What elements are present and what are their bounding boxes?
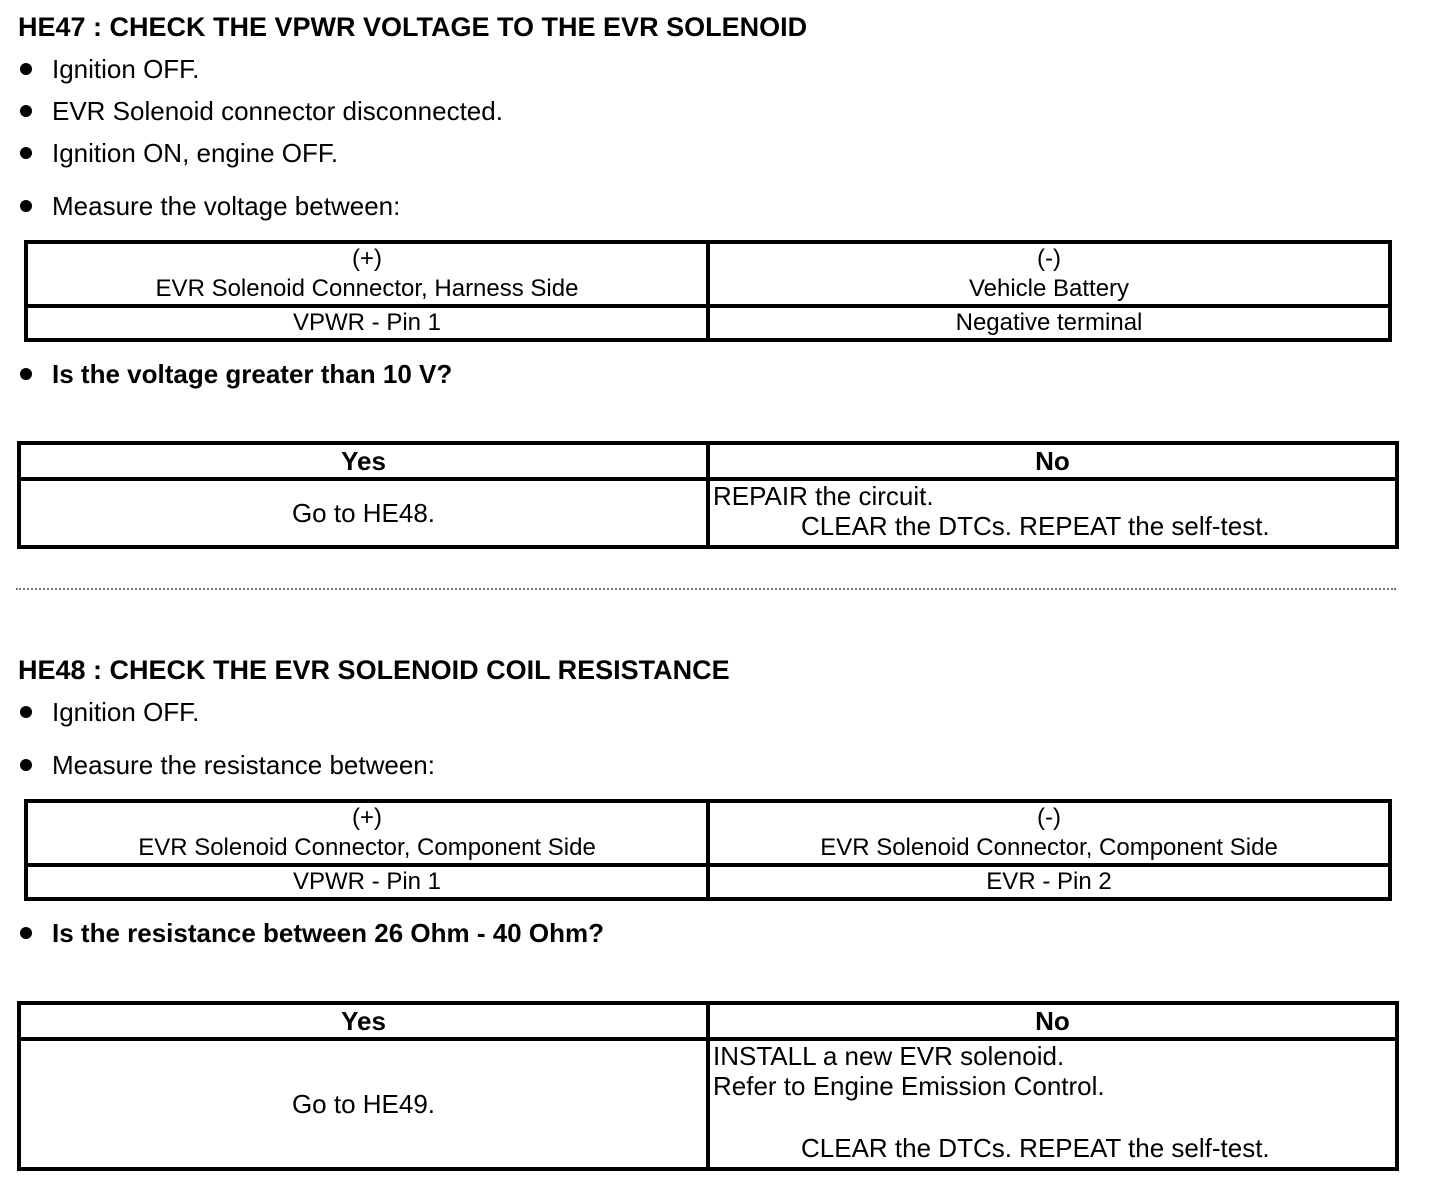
he47-yes-action: Go to HE48. xyxy=(19,479,708,547)
bullet-icon xyxy=(20,759,32,771)
he48-step-1: Ignition OFF. xyxy=(18,697,199,727)
no-action-line: CLEAR the DTCs. REPEAT the self-test. xyxy=(801,1133,1270,1163)
he48-no-action xyxy=(708,1039,1397,1169)
he48-title: HE48 : CHECK THE EVR SOLENOID COIL RESISTANCE xyxy=(18,655,730,685)
he47-title: HE47 : CHECK THE VPWR VOLTAGE TO THE EVR SOLENOID xyxy=(18,12,808,42)
he48-plus-header-cell xyxy=(26,801,708,865)
minus-header: (-) xyxy=(1037,804,1061,831)
bullet-icon xyxy=(20,927,32,939)
he48-result-table xyxy=(17,1001,1399,1171)
he47-plus-header-cell xyxy=(26,242,708,306)
he47-minus-value: Negative terminal xyxy=(708,306,1390,340)
plus-header: (+) xyxy=(352,245,382,272)
he48-minus-value: EVR - Pin 2 xyxy=(708,865,1390,899)
he48-plus-value: VPWR - Pin 1 xyxy=(26,865,708,899)
bullet-icon xyxy=(20,368,32,380)
minus-header: (-) xyxy=(1037,245,1061,272)
he47-step-1: Ignition OFF. xyxy=(18,54,199,84)
he48-measure-label: Measure the resistance between: xyxy=(18,750,435,780)
no-header: No xyxy=(708,443,1397,479)
he48-yes-action: Go to HE49. xyxy=(19,1039,708,1169)
yes-header: Yes xyxy=(19,443,708,479)
no-action-line: Refer to Engine Emission Control. xyxy=(713,1071,1105,1101)
bullet-icon xyxy=(20,105,32,117)
he47-step-3: Ignition ON, engine OFF. xyxy=(18,138,338,168)
yes-header: Yes xyxy=(19,1003,708,1039)
he48-question: Is the resistance between 26 Ohm - 40 Ohm? xyxy=(18,918,604,948)
he47-no-action xyxy=(708,479,1397,547)
minus-description: EVR Solenoid Connector, Component Side xyxy=(820,834,1278,861)
he47-result-table xyxy=(17,441,1399,549)
plus-description: EVR Solenoid Connector, Component Side xyxy=(138,834,596,861)
plus-header: (+) xyxy=(352,804,382,831)
he47-minus-header-cell xyxy=(708,242,1390,306)
no-action-line: CLEAR the DTCs. REPEAT the self-test. xyxy=(801,511,1270,541)
no-header: No xyxy=(708,1003,1397,1039)
he47-measure-table xyxy=(24,240,1392,342)
minus-description: Vehicle Battery xyxy=(968,275,1130,302)
he47-step-2: EVR Solenoid connector disconnected. xyxy=(18,96,503,126)
he48-minus-header-cell xyxy=(708,801,1390,865)
he47-measure-label: Measure the voltage between: xyxy=(18,191,400,221)
no-action-line: REPAIR the circuit. xyxy=(713,481,934,511)
he47-plus-value: VPWR - Pin 1 xyxy=(26,306,708,340)
he47-question: Is the voltage greater than 10 V? xyxy=(18,359,452,389)
no-action-line: INSTALL a new EVR solenoid. xyxy=(713,1041,1065,1071)
bullet-icon xyxy=(20,706,32,718)
plus-description: EVR Solenoid Connector, Harness Side xyxy=(155,275,579,302)
bullet-icon xyxy=(20,200,32,212)
bullet-icon xyxy=(20,147,32,159)
he48-measure-table xyxy=(24,799,1392,901)
bullet-icon xyxy=(20,63,32,75)
section-divider xyxy=(16,588,1396,590)
